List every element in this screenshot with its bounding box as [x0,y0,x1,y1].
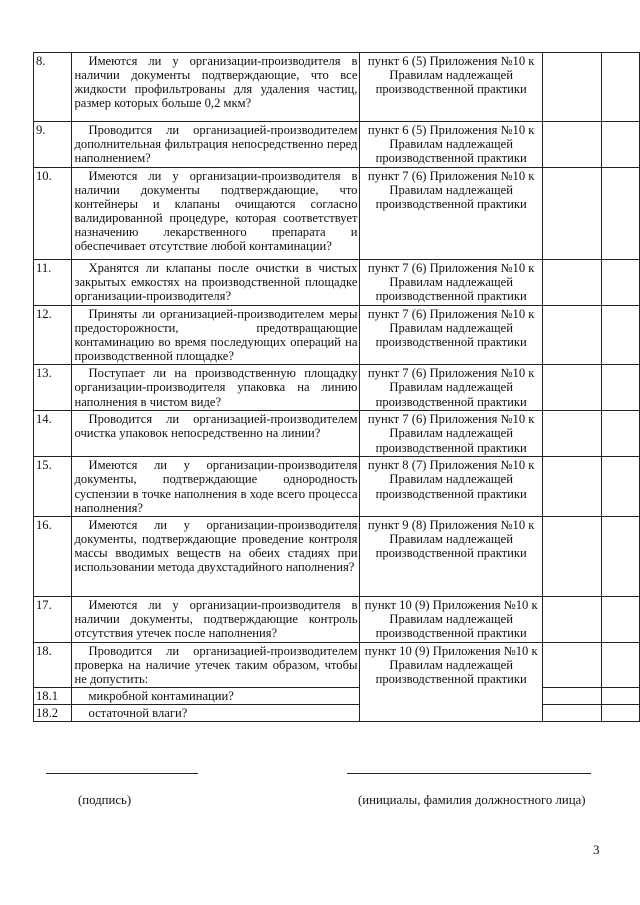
signature-line [46,773,198,774]
reference-cell: пункт 10 (9) Приложения №10 к Правилам надлежащей производственной практики [360,642,542,721]
name-line [347,773,591,774]
question-cell: Приняты ли организацией-производителем меры предосторожности, предотвращающие контаминацию во время последующих операций на производственной площадке? [72,306,360,365]
question-cell: Проводится ли организацией-производителем очистка упаковок непосредственно на линии? [72,411,360,457]
table-row [34,642,640,687]
question-cell: Проводится ли организацией-производителем дополнительная фильтрация непосредственно перед наполнением? [72,122,360,168]
row-number: 10. [34,168,72,260]
table-subrow [34,705,640,722]
question-cell: Имеются ли у организации-производителя в наличии документы подтверждающие, что все жидкости профильтрованы для удаления частиц, размер которых больше 0,2 мкм? [72,53,360,122]
answer-cell [542,122,602,168]
row-number: 17. [34,596,72,642]
note-cell [602,596,640,642]
note-cell [602,53,640,122]
subrow-text: микробной контаминации? [72,688,360,705]
row-number: 14. [34,411,72,457]
note-cell [602,457,640,516]
answer-cell [542,260,602,306]
reference-cell: пункт 7 (6) Приложения №10 к Правилам надлежащей производственной практики [360,411,542,457]
table-row [34,411,640,457]
reference-cell: пункт 8 (7) Приложения №10 к Правилам надлежащей производственной практики [360,457,542,516]
answer-cell [542,457,602,516]
question-cell: Поступает ли на производственную площадку организации-производителя упаковка на линию наполнения в чистом виде? [72,365,360,411]
note-cell [602,168,640,260]
answer-cell [542,411,602,457]
reference-cell: пункт 7 (6) Приложения №10 к Правилам надлежащей производственной практики [360,365,542,411]
answer-cell [542,53,602,122]
page-number: 3 [593,842,600,857]
row-number: 13. [34,365,72,411]
note-cell [602,365,640,411]
question-cell: Имеются ли у организации-производителя документы, подтверждающие однородность суспензии в точке наполнения в ходе всего процесса наполнения? [72,457,360,516]
note-cell [602,642,640,687]
row-number: 11. [34,260,72,306]
row-number: 18. [34,642,72,687]
table-row [34,168,640,260]
row-number: 9. [34,122,72,168]
table-subrow [34,688,640,705]
table-row [34,596,640,642]
table-row [34,365,640,411]
answer-cell [542,642,602,687]
official-name-label: (инициалы, фамилия должностного лица) [358,793,586,807]
signature-label: (подпись) [78,793,132,807]
question-cell: Имеются ли у организации-производителя в наличии документы, подтверждающие контроль отсутствия утечек после наполнения? [72,596,360,642]
table-row [34,53,640,122]
table-row [34,306,640,365]
answer-cell [542,596,602,642]
row-number: 8. [34,53,72,122]
question-cell: Проводится ли организацией-производителем проверка на наличие утечек таким образом, чтобы не допустить: [72,642,360,687]
checklist-table [33,52,640,722]
reference-cell: пункт 9 (8) Приложения №10 к Правилам надлежащей производственной практики [360,516,542,596]
row-number: 15. [34,457,72,516]
answer-cell [542,705,602,722]
subrow-number: 18.2 [34,705,72,722]
question-cell: Имеются ли у организации-производителя в наличии документы подтверждающие, что контейнеры и клапаны очищаются согласно валидированной процедуре, которая соответствует назначению лекарственного препарата и обеспечивает отсутствие любой контаминации? [72,168,360,260]
table-row [34,260,640,306]
answer-cell [542,516,602,596]
answer-cell [542,168,602,260]
question-cell: Хранятся ли клапаны после очистки в чистых закрытых емкостях на производственной площадке организации-производителя? [72,260,360,306]
reference-cell: пункт 7 (6) Приложения №10 к Правилам надлежащей производственной практики [360,306,542,365]
reference-cell: пункт 7 (6) Приложения №10 к Правилам надлежащей производственной практики [360,260,542,306]
note-cell [602,688,640,705]
note-cell [602,306,640,365]
answer-cell [542,306,602,365]
reference-cell: пункт 7 (6) Приложения №10 к Правилам надлежащей производственной практики [360,168,542,260]
note-cell [602,122,640,168]
question-cell: Имеются ли у организации-производителя документы, подтверждающие проведение контроля массы вводимых веществ на обеих стадиях при использовании метода двухстадийного наполнения? [72,516,360,596]
reference-cell: пункт 6 (5) Приложения №10 к Правилам надлежащей производственной практики [360,53,542,122]
table-row [34,457,640,516]
subrow-number: 18.1 [34,688,72,705]
answer-cell [542,688,602,705]
note-cell [602,260,640,306]
table-row [34,122,640,168]
subrow-text: остаточной влаги? [72,705,360,722]
row-number: 16. [34,516,72,596]
note-cell [602,705,640,722]
table-row [34,516,640,596]
note-cell [602,516,640,596]
note-cell [602,411,640,457]
answer-cell [542,365,602,411]
reference-cell: пункт 6 (5) Приложения №10 к Правилам надлежащей производственной практики [360,122,542,168]
row-number: 12. [34,306,72,365]
reference-cell: пункт 10 (9) Приложения №10 к Правилам надлежащей производственной практики [360,596,542,642]
